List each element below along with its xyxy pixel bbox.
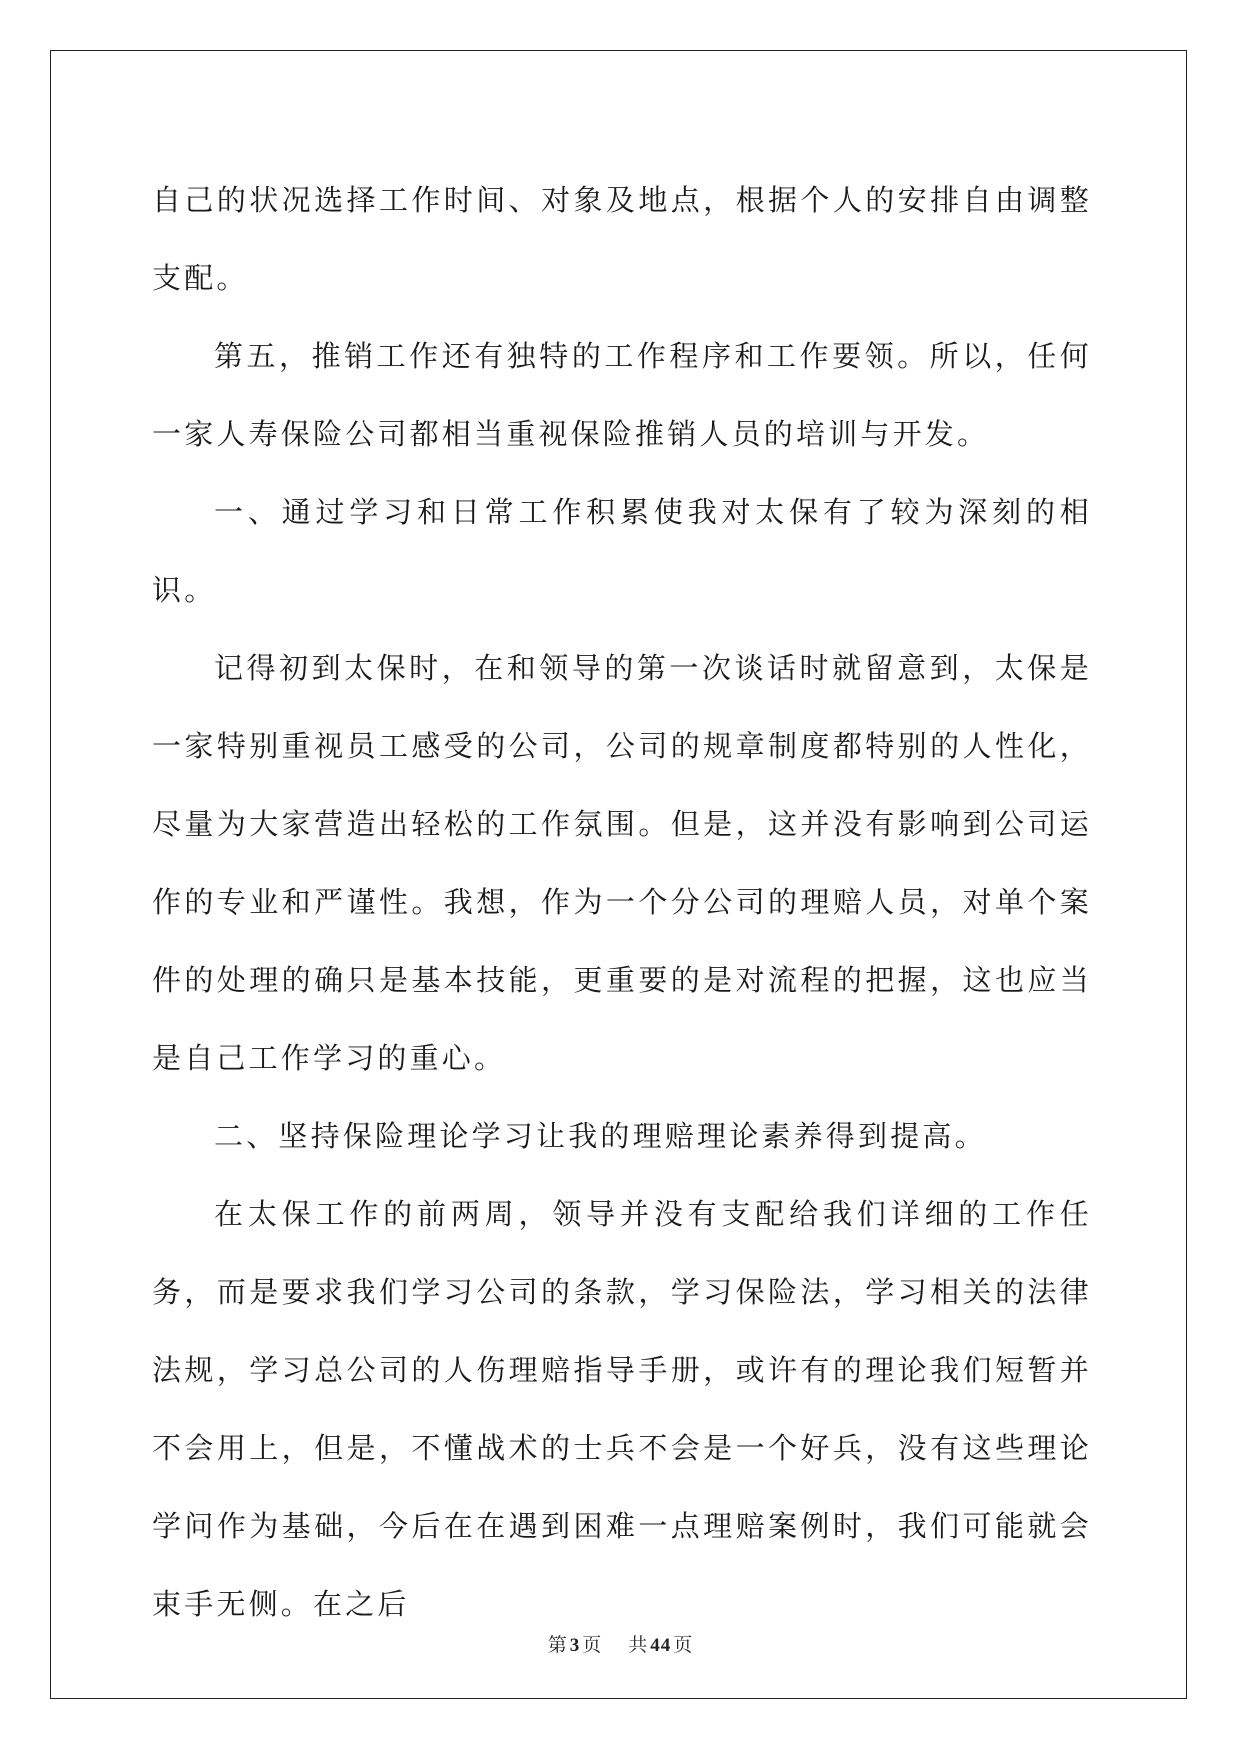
paragraph-4: 记得初到太保时，在和领导的第一次谈话时就留意到，太保是一家特别重视员工感受的公司，公司的规章制度都特别的人性化，尽量为大家营造出轻松的工作氛围。但是，这并没有影响到公司运作的专业和严谨性。我想，作为一个分公司的理赔人员，对单个案件的处理的确只是基本技能，更重要的是对流程的把握，这也应当是自己工作学习的重心。 bbox=[152, 651, 1092, 1075]
footer-page-number: 3 bbox=[569, 1635, 581, 1656]
footer-page-prefix: 第 bbox=[547, 1635, 568, 1656]
paragraph-1: 自己的状况选择工作时间、对象及地点，根据个人的安排自由调整支配。 bbox=[152, 183, 1092, 295]
document-body bbox=[152, 161, 1092, 1643]
page-footer bbox=[0, 1630, 1241, 1657]
footer-total-pages: 44 bbox=[650, 1635, 672, 1656]
paragraph-5: 二、坚持保险理论学习让我的理赔理论素养得到提高。 bbox=[214, 1119, 987, 1153]
paragraph-2: 第五，推销工作还有独特的工作程序和工作要领。所以，任何一家人寿保险公司都相当重视保险推销人员的培训与开发。 bbox=[152, 339, 1092, 451]
footer-page-suffix: 页 bbox=[582, 1635, 603, 1656]
paragraph-6: 在太保工作的前两周，领导并没有支配给我们详细的工作任务，而是要求我们学习公司的条款，学习保险法，学习相关的法律法规，学习总公司的人伤理赔指导手册，或许有的理论我们短暂并不会用上，但是，不懂战术的士兵不会是一个好兵，没有这些理论学问作为基础，今后在在遇到困难一点理赔案例时，我们可能就会束手无侧。在之后 bbox=[152, 1197, 1092, 1621]
footer-total-prefix: 共 bbox=[628, 1635, 649, 1656]
footer-total-suffix: 页 bbox=[673, 1635, 694, 1656]
paragraph-3: 一、通过学习和日常工作积累使我对太保有了较为深刻的相识。 bbox=[152, 495, 1092, 607]
